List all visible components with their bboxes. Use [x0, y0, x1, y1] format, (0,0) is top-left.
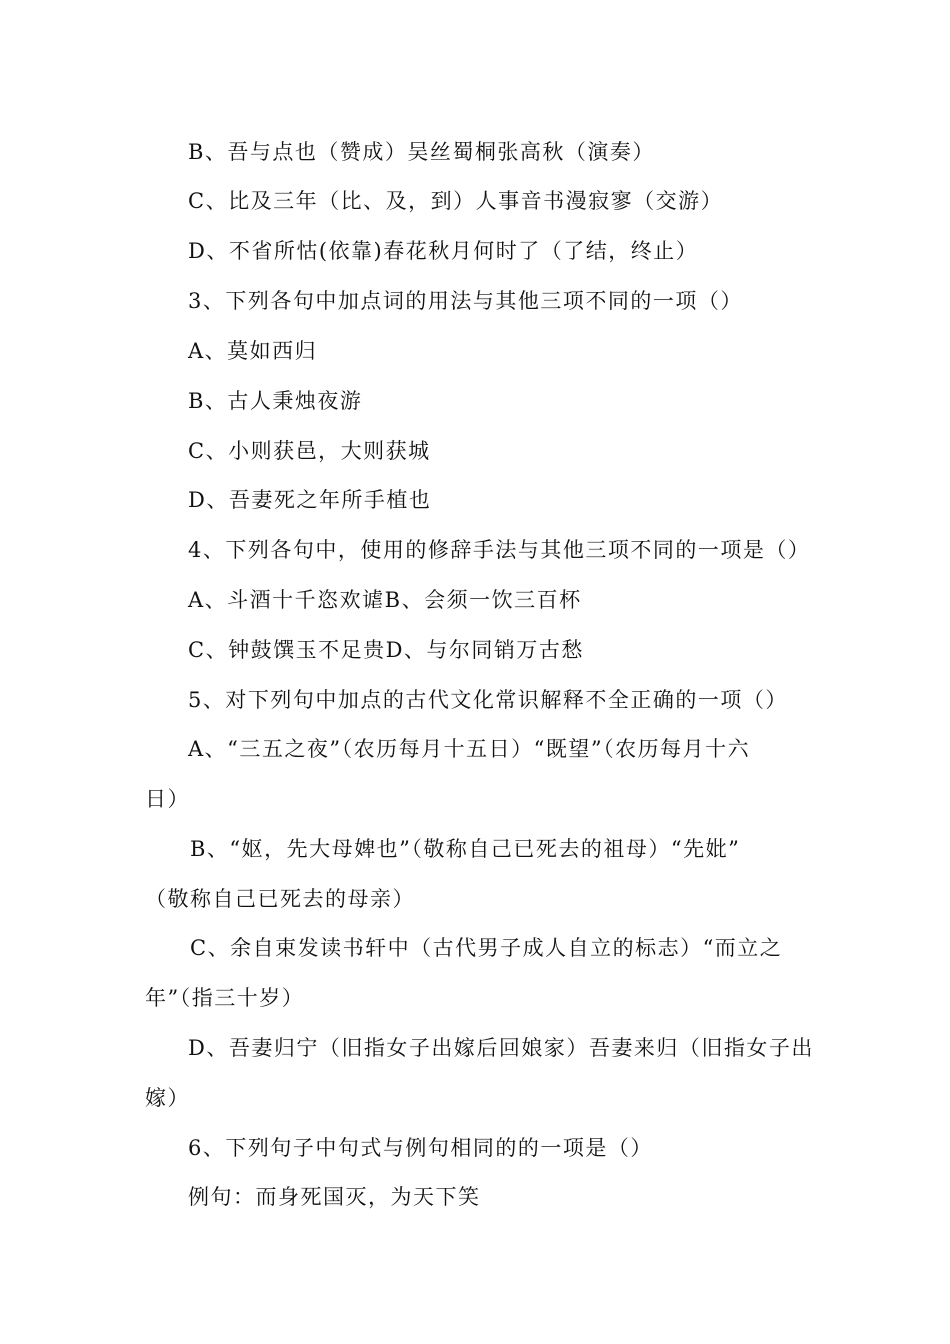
question-4: 4、下列各句中，使用的修辞手法与其他三项不同的一项是（） [188, 538, 811, 562]
question-5: 5、对下列句中加点的古代文化常识解释不全正确的一项（） [188, 688, 788, 712]
q3-option-a: A、莫如西归 [188, 339, 318, 363]
q3-option-c: C、小则获邑，大则获城 [188, 439, 431, 463]
text-line-option-c: C、比及三年（比、及，到）人事音书漫寂寥（交游） [188, 189, 724, 213]
q5-option-d-continued: 嫁） [145, 1086, 190, 1110]
text-line-option-d: D、不省所怙(依靠)春花秋月何时了（了结，终止） [188, 239, 699, 263]
text-line-option-b: B、吾与点也（赞成）吴丝蜀桐张高秋（演奏） [188, 140, 655, 164]
q5-option-c-continued: 年”（指三十岁） [145, 986, 305, 1010]
q6-example-sentence: 例句：而身死国灭，为天下笑 [188, 1185, 481, 1209]
q5-option-c: C、余自束发读书轩中（古代男子成人自立的标志）“而立之 [190, 936, 783, 960]
q5-option-b: B、“妪，先大母婢也”（敬称自己已死去的祖母）“先妣” [190, 837, 741, 861]
question-3: 3、下列各句中加点词的用法与其他三项不同的一项（） [188, 289, 743, 313]
q3-option-b: B、古人秉烛夜游 [188, 389, 363, 413]
q4-options-cd: C、钟鼓馔玉不足贵D、与尔同销万古愁 [188, 638, 584, 662]
question-6: 6、下列句子中句式与例句相同的的一项是（） [188, 1136, 653, 1160]
q3-option-d: D、吾妻死之年所手植也 [188, 488, 432, 512]
q5-option-a-continued: 日） [145, 787, 190, 811]
q5-option-d: D、吾妻归宁（旧指女子出嫁后回娘家）吾妻来归（旧指女子出 [188, 1036, 814, 1060]
q5-option-b-continued: （敬称自己已死去的母亲） [145, 887, 415, 911]
q4-options-ab: A、斗酒十千恣欢谑B、会须一饮三百杯 [188, 588, 582, 612]
q5-option-a: A、“三五之夜”（农历每月十五日）“既望”（农历每月十六 [188, 737, 751, 761]
